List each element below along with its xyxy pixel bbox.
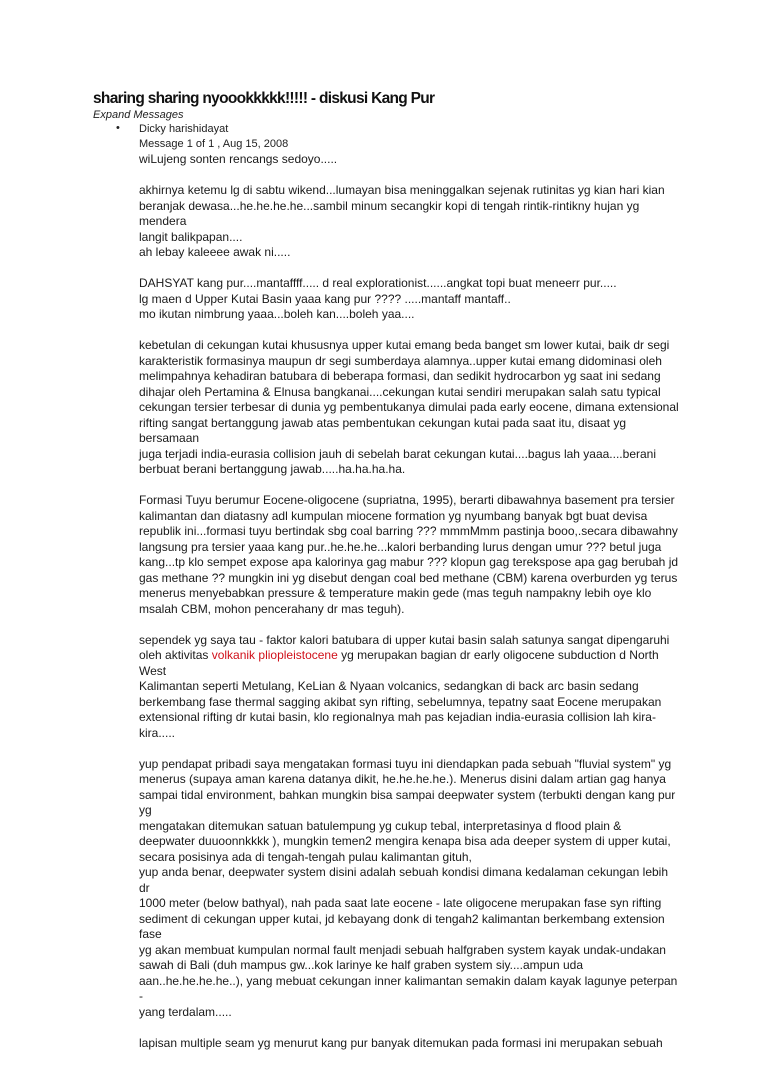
message-paragraph: sependek yg saya tau - faktor kalori batubara di upper kutai basin salah satunya sangat dipengaruhi oleh aktivitas volkanik plioplеistocene yg merupakan bagian dr early oligocene subduction d North West Kalimantan seperti Metulang, KeLian & Nyaan volcanics, sedangkan di back arc basin sedang berkembang fase thermal sagging akibat syn rifting, sebelumnya, tepatny saat Eocene merupakan extensional rifting dr kutai basin, klo regionalnya mah pas kejadian india-eurasia collision lah kira- kira..... — [139, 632, 670, 740]
message-bullet: • — [116, 122, 120, 134]
message-paragraph: kebetulan di cekungan kutai khususnya upper kutai emang beda banget sm lower kutai, baik dr segi karakteristik formasinya maupun dr segi sumberdaya alamnya..upper kutai emang didominasi oleh melimpahnya kehadiran batubara di beberapa formasi, dan sedikit hydrocarbon yg saat ini sedang dihajar oleh Pertamina & Elnusa bangkanai....cekungan kutai sendiri merupakan salah satu typical cekungan tersier terbesar di dunia yg pembentukanya dimulai pada early eocene, dimana extensional rifting sangat bertanggung jawab atas pembentukan cekungan kutai pada saat itu, disaat yg bersamaan juga terjadi india-eurasia collision jauh di sebelah barat cekungan kutai....bagus lah yaaa....berani berbuat berani bertanggung jawab.....ha.ha.ha.ha. — [139, 338, 679, 476]
message-meta: Message 1 of 1 , Aug 15, 2008 — [139, 138, 289, 150]
message-author[interactable]: Dicky harishidayat — [139, 123, 229, 135]
message-body — [139, 152, 679, 1067]
message-paragraph: yup pendapat pribadi saya mengatakan formasi tuyu ini diendapkan pada sebuah "fluvial system" yg menerus (supaya aman karena datanya dikit, he.he.he.he.). Menerus disini dalam artian gag hanya sampai tidal environment, bahkan mungkin bisa sampai deepwater system (terbukti dengan kang pur yg mengatakan ditemukan satuan batulempung yg cukup tebal, interpretasinya d flood plain & deepwater duuoonnkkkk ), mungkin temen2 mengira kenapa bisa ada deeper system di upper kutai, secara posisinya ada di tengah-tengah pulau kalimantan gituh, yup anda benar, deepwater system disini adalah sebuah kondisi dimana kedalaman cekungan lebih dr 1000 meter (below bathyal), nah pada saat late eocene - late oligocene merupakan fase syn rifting sediment di cekungan upper kutai, jd kebayang donk di tengah2 kalimantan berkembang extension fase yg akan membuat kumpulan normal fault menjadi sebuah halfgraben system kayak undak-undakan sawah di Bali (duh mampus gw...kok larinye ke half graben system siy....ampun uda aan..he.he.he.he..), yang mebuat cekungan inner kalimantan semakin dalam kayak lagunye peterpan - yang terdalam..... — [139, 756, 678, 1019]
thread-title: sharing sharing nyoookkkkk!!!!! - diskusi Kang Pur — [93, 90, 435, 107]
message-paragraph: akhirnya ketemu lg di sabtu wikend...lumayan bisa meninggalkan sejenak rutinitas yg kian hari kian beranjak dewasa...he.he.he.he...sambil minum secangkir kopi di tengah rintik-rintikny hujan yg mendera langit balikpapan.... ah lebay kaleeee awak ni..... — [139, 183, 665, 259]
expand-messages-link[interactable]: Expand Messages — [93, 109, 184, 121]
highlighted-term: volkanik plioplеistocene — [211, 648, 338, 662]
message-paragraph: DAHSYAT kang pur....mantaffff..... d real explorationist......angkat topi buat meneerr pur..... lg maen d Upper Kutai Basin yaaa kang pur ???? .....mantaff mantaff.. mo ikutan nimbrung yaaa...boleh kan....boleh yaa.... — [139, 276, 617, 321]
message-paragraph: wiLujeng sonten rencangs sedoyo..... — [139, 152, 338, 166]
message-paragraph: Formasi Tuyu berumur Eocene-oligocene (supriatna, 1995), berarti dibawahnya basement pra tersier kalimantan dan diatasny adl kumpulan miocene formation yg nyumbang banyak bgt buat devisa republik ini...formasi tuyu bertindak sbg coal barring ??? mmmMmm pastinja booo,.secara dibawahny langsung pra tersier yaaa kang pur..he.he.he...kalori berbanding lurus dengan umur ??? betul juga kang...tp klo sempet expose apa kalorinya gag mabur ??? klopun gag terekspose apa gag berubah jd gas methane ?? mungkin ini yg disebut dengan coal bed methane (CBM) karena overburden yg terus menerus menyebabkan pressure & temperature makin gede (mas teguh nampakny lebih oye klo msalah CBM, mohon pencerahany dr mas teguh). — [139, 493, 679, 616]
message-paragraph: lapisan multiple seam yg menurut kang pur banyak ditemukan pada formasi ini merupakan sebuah — [139, 1035, 663, 1050]
